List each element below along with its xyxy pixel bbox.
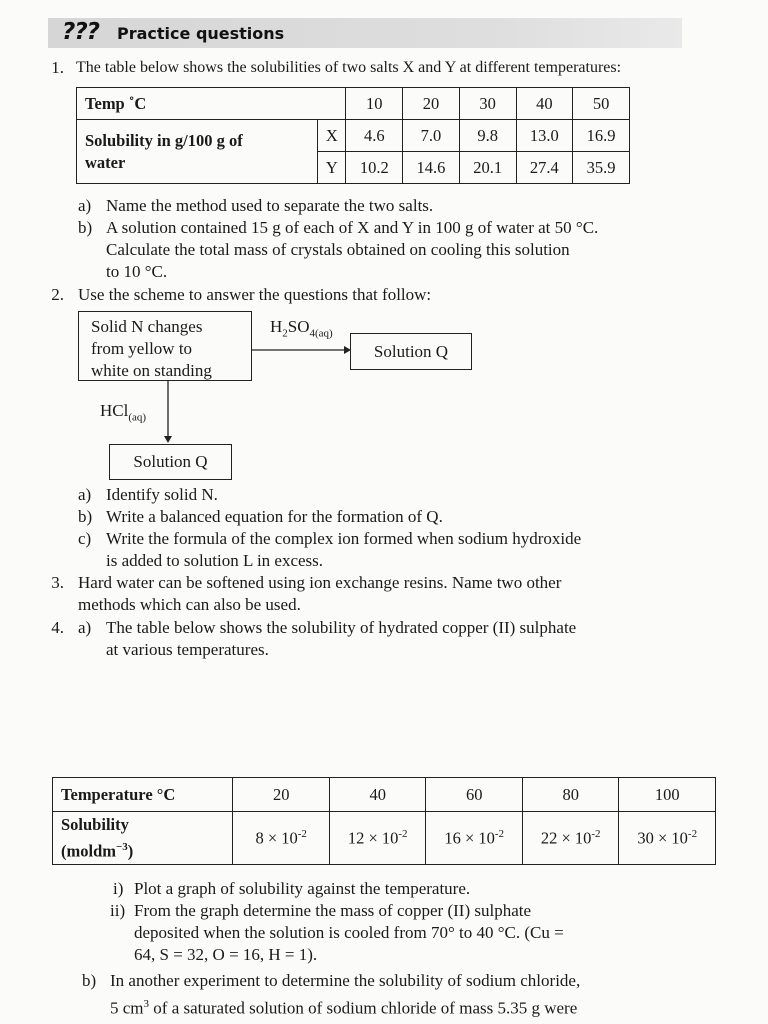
q4b-line2 — [110, 993, 577, 1020]
value-cell: 27.4 — [516, 152, 573, 184]
value-cell — [329, 812, 426, 865]
temp-cell: 50 — [573, 88, 630, 120]
q2c-line1: Write the formula of the complex ion formed when sodium hydroxide — [106, 529, 582, 548]
solution-q-box-right: Solution Q — [350, 333, 472, 370]
value-coef: 12 × 10 — [347, 828, 399, 848]
solubility-label-line1: Solubility in g/100 g of — [85, 130, 243, 150]
q4b-label: b) — [82, 971, 97, 990]
q3-number: 3. — [51, 573, 64, 592]
temp-cell: 10 — [346, 88, 403, 120]
value-cell — [619, 812, 716, 865]
value-cell: 7.0 — [403, 120, 460, 152]
sol-label-line1: Solubility — [61, 814, 129, 834]
q1b-line3: to 10 °C. — [106, 262, 168, 281]
value-cell: 13.0 — [516, 120, 573, 152]
value-exp: -2 — [591, 827, 601, 840]
q1-text: The table below shows the solubilities of two salts X and Y at different temperatures: — [76, 59, 622, 76]
solution-q-box-bottom: Solution Q — [109, 444, 232, 480]
q4b-line2-pre: 5 cm — [110, 998, 144, 1018]
q4aii-line1: From the graph determine the mass of copper (II) sulphate — [134, 901, 532, 920]
value-coef: 22 × 10 — [540, 828, 592, 848]
temp-cell: 80 — [522, 778, 619, 812]
value-coef: 8 × 10 — [255, 828, 298, 848]
temp-cell: 20 — [233, 778, 330, 812]
arrowhead-down-icon — [164, 436, 172, 443]
question-marks-icon: ??? — [62, 19, 100, 45]
temp-cell: 40 — [329, 778, 426, 812]
value-cell — [522, 812, 619, 865]
temp-header: Temp ˚C — [77, 88, 346, 120]
value-cell: 35.9 — [573, 152, 630, 184]
sol-label-sup: −3 — [116, 840, 128, 853]
q4aii-line2: deposited when the solution is cooled from 70° to 40 °C. (Cu = — [134, 923, 564, 942]
temp-cell: 20 — [403, 88, 460, 120]
q4b-line2-sup: 3 — [143, 998, 150, 1010]
q1-number: 1. — [51, 58, 64, 77]
q2b-label: b) — [78, 507, 93, 526]
value-cell: 9.8 — [459, 120, 516, 152]
q1a-label: a) — [78, 196, 92, 215]
q3-line2: methods which can also be used. — [78, 595, 301, 614]
value-exp: -2 — [494, 827, 505, 840]
h2so4-so: SO — [287, 317, 310, 336]
q4ai-text: Plot a graph of solubility against the temperature. — [134, 879, 471, 898]
q4aii-line3: 64, S = 32, O = 16, H = 1). — [134, 945, 318, 964]
hcl-text: HCl — [100, 401, 129, 420]
q1b-label: b) — [78, 218, 93, 237]
q1a-text: Name the method used to separate the two salts. — [106, 196, 434, 215]
value-cell: 10.2 — [346, 152, 403, 184]
box1-line2: from yellow to — [91, 339, 193, 358]
q1b-line1: A solution contained 15 g of each of X and Y in 100 g of water at 50 °C. — [106, 218, 599, 237]
hcl-label — [100, 401, 146, 423]
q2-text: Use the scheme to answer the questions that follow: — [78, 285, 432, 304]
value-cell: 14.6 — [403, 152, 460, 184]
q3-line1: Hard water can be softened using ion exchange resins. Name two other — [78, 573, 562, 592]
q4b-line2-post: of a saturated solution of sodium chloride of mass 5.35 g were — [149, 998, 578, 1018]
temperature-header: Temperature °C — [53, 778, 233, 812]
q2b-text: Write a balanced equation for the formation of Q. — [106, 507, 443, 526]
q4a-line2: at various temperatures. — [106, 640, 269, 659]
value-cell: 4.6 — [346, 120, 403, 152]
h2so4-sub2: 2 — [282, 327, 288, 340]
value-coef: 16 × 10 — [444, 828, 495, 848]
value-exp: -2 — [687, 827, 698, 840]
temp-cell: 40 — [516, 88, 573, 120]
temp-cell: 100 — [619, 778, 716, 812]
box1-line3: white on standing — [91, 361, 212, 380]
q4a-label: a) — [78, 618, 92, 637]
h2so4-h: H — [270, 317, 283, 336]
copper-sulphate-solubility-table — [52, 777, 716, 865]
q2c-line2: is added to solution L in excess. — [106, 551, 324, 570]
q4aii-label: ii) — [110, 901, 126, 920]
q2-number: 2. — [51, 285, 64, 304]
value-exp: -2 — [398, 827, 408, 840]
q4a-line1: The table below shows the solubility of hydrated copper (II) sulphate — [106, 618, 577, 637]
sol-label-end: ) — [127, 841, 134, 861]
value-exp: -2 — [297, 827, 307, 840]
temp-cell: 60 — [426, 778, 523, 812]
box1-line1: Solid N changes — [91, 317, 203, 336]
value-cell: 20.1 — [459, 152, 516, 184]
value-cell — [426, 812, 523, 865]
q2c-label: c) — [78, 529, 92, 548]
value-cell: 16.9 — [573, 120, 630, 152]
sol-label-line2: (moldm — [61, 841, 116, 861]
value-cell — [233, 812, 330, 865]
q4ai-label: i) — [113, 879, 124, 898]
table-row — [53, 812, 716, 865]
section-title: Practice questions — [117, 24, 285, 43]
h2so4-sub4aq: 4(aq) — [309, 327, 333, 340]
table-row — [53, 778, 716, 812]
q4-number: 4. — [51, 618, 64, 637]
solubility-label-line2: water — [85, 152, 126, 172]
hcl-sub: (aq) — [128, 411, 147, 424]
value-coef: 30 × 10 — [637, 828, 688, 848]
q4b-line1: In another experiment to determine the solubility of sodium chloride, — [110, 971, 581, 990]
q2a-label: a) — [78, 485, 92, 504]
temp-cell: 30 — [459, 88, 516, 120]
salt-label: X — [318, 120, 346, 152]
q1b-line2: Calculate the total mass of crystals obtained on cooling this solution — [106, 240, 570, 259]
solubility-moldm-header — [53, 812, 233, 865]
q2a-text: Identify solid N. — [106, 485, 218, 504]
salt-label: Y — [318, 152, 346, 184]
